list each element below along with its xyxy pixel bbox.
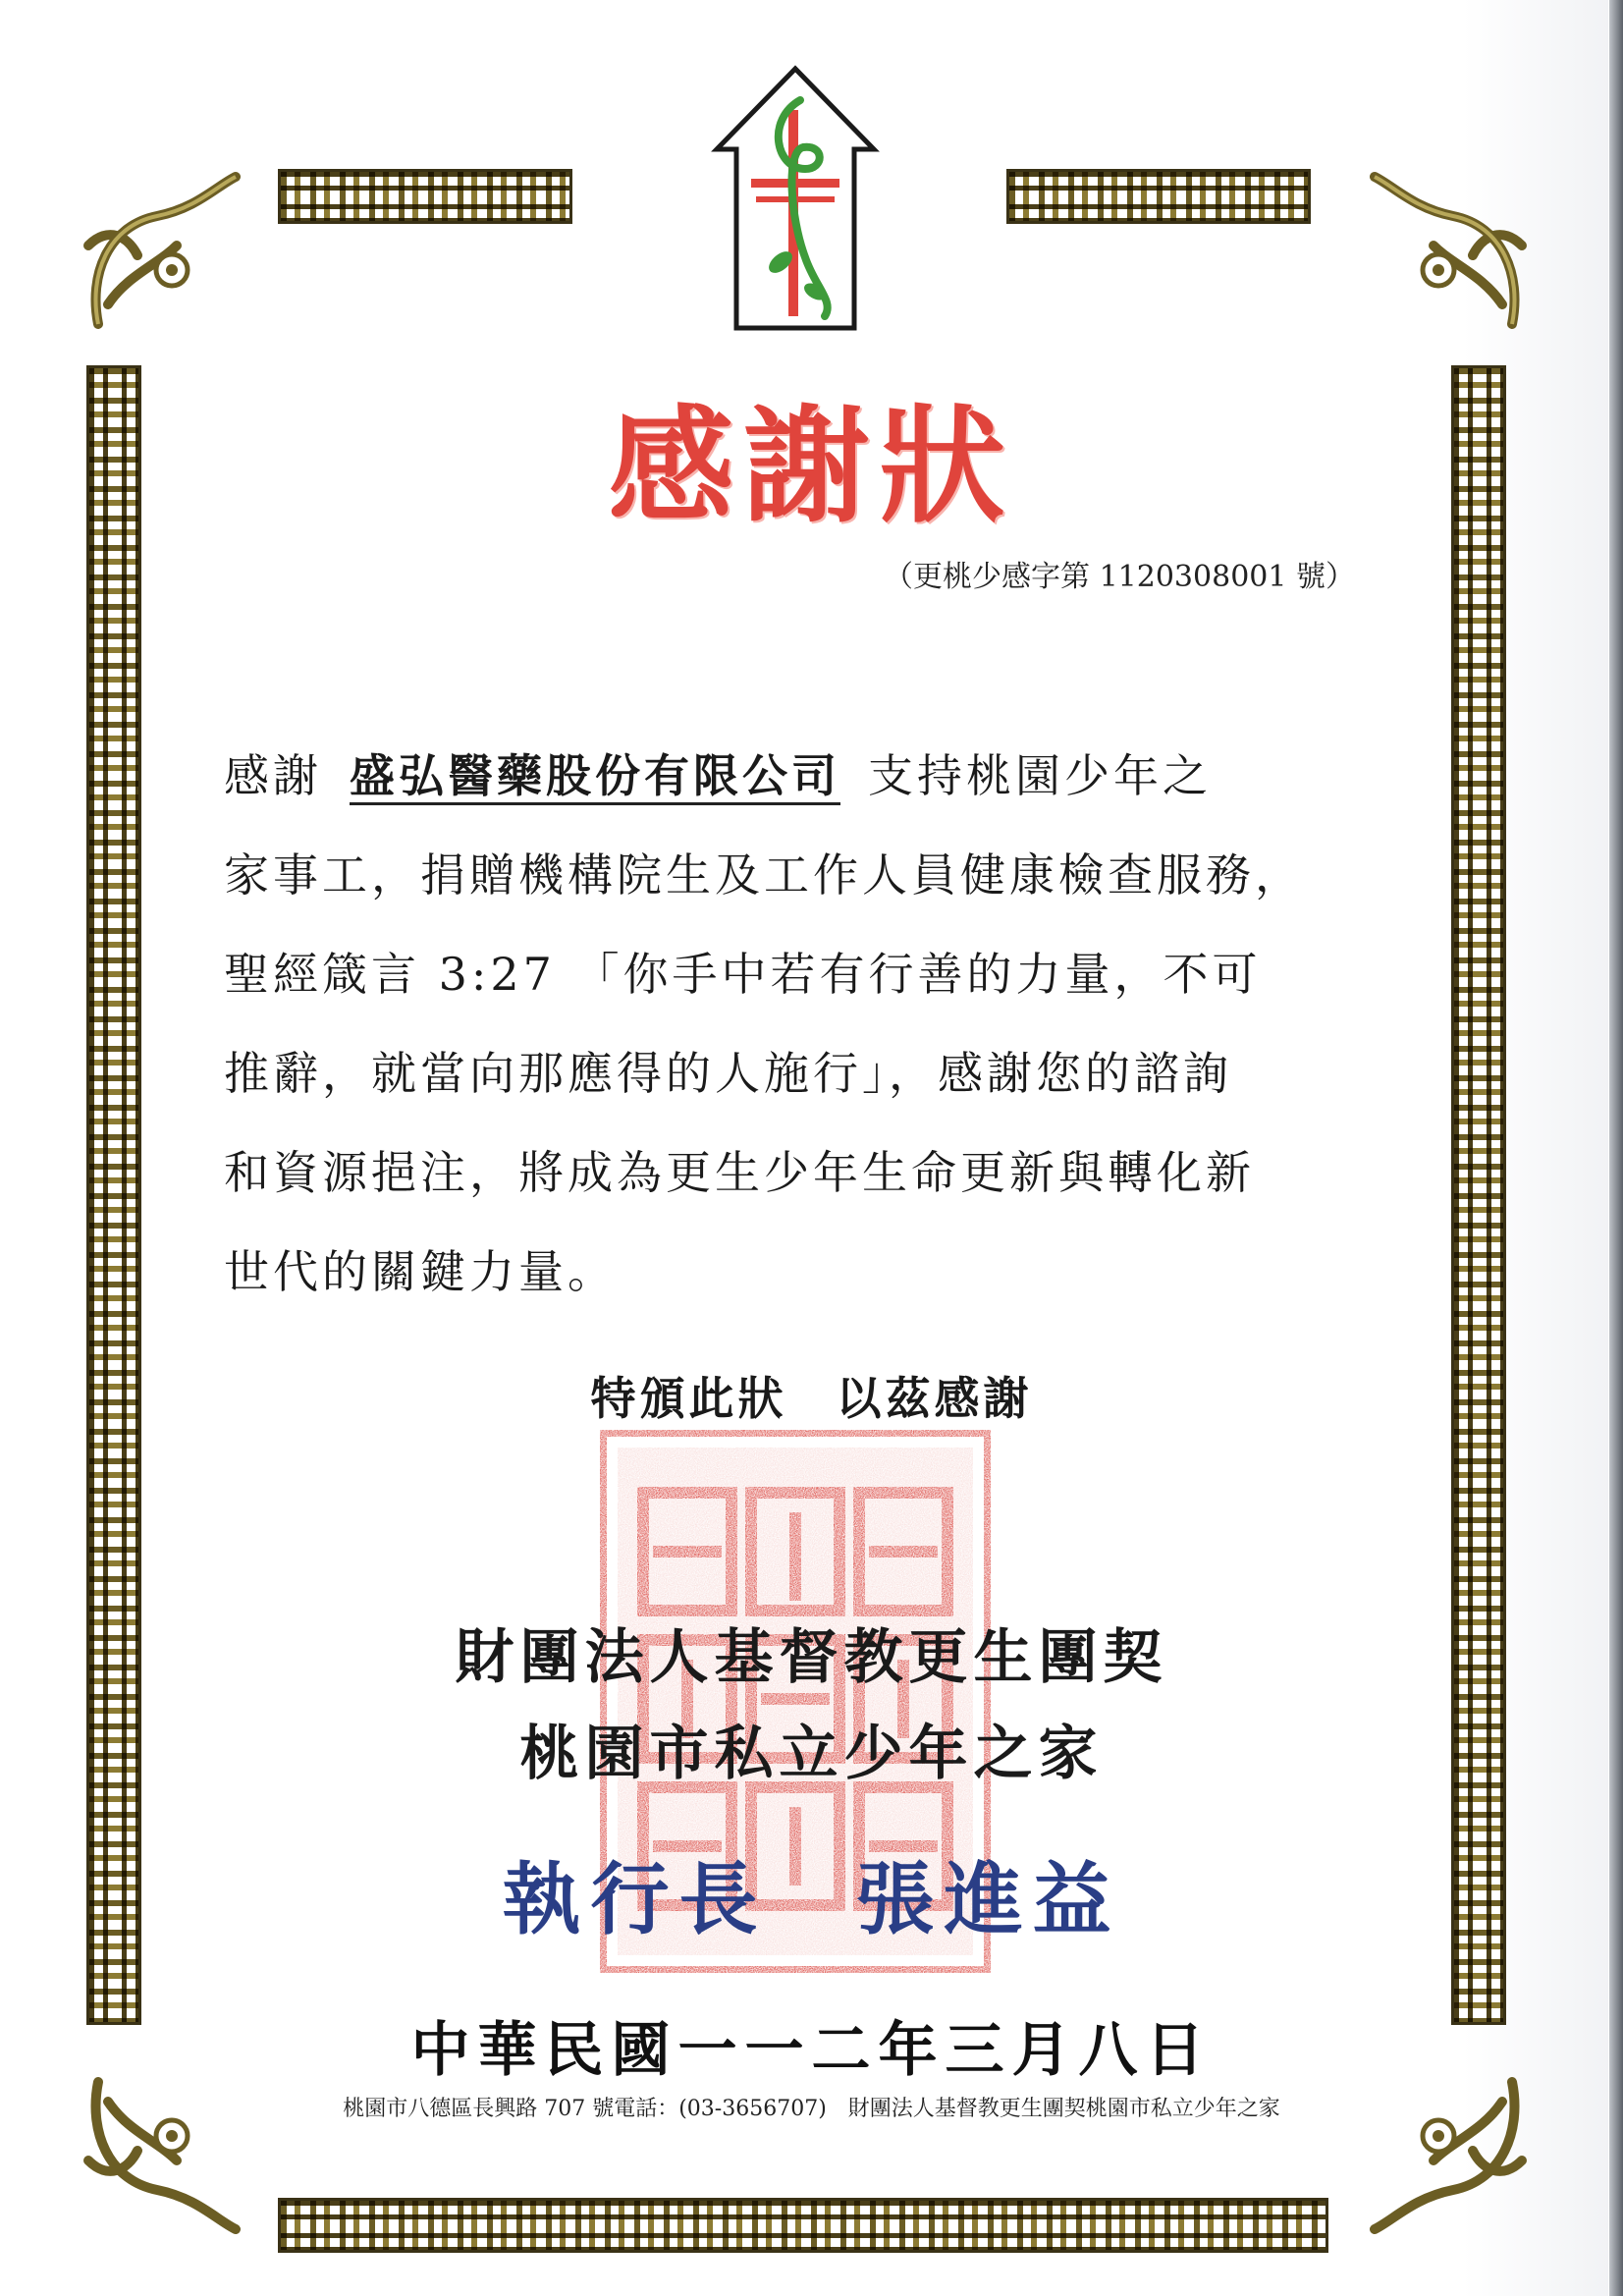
body-prefix: 感謝 <box>224 749 322 802</box>
body-line-1 <box>224 727 1432 826</box>
body-line-3: 聖經箴言 3:27 「你手中若有行善的力量，不可 <box>224 948 1262 1001</box>
body-line-4: 推辭，就當向那應得的人施行」，感謝您的諮詢 <box>224 1047 1232 1100</box>
reference-number: （更桃少感字第 1120308001 號） <box>884 560 1355 594</box>
border-bottom <box>278 2198 1328 2253</box>
closing-phrase: 特頒此狀 以茲感謝 <box>590 1372 1033 1425</box>
donor-name: 盛弘醫藥股份有限公司 <box>350 750 840 805</box>
issue-date: 中華民國一一二年三月八日 <box>410 2016 1213 2085</box>
corner-top-left-ornament-icon <box>69 157 265 354</box>
page-edge <box>1609 0 1623 2296</box>
issuer-line-2: 桃園市私立少年之家 <box>519 1720 1104 1788</box>
border-top-left <box>278 169 572 224</box>
body-line-2: 家事工，捐贈機構院生及工作人員健康檢查服務， <box>224 848 1304 902</box>
issuer-line-1: 財團法人基督教更生團契 <box>455 1623 1168 1692</box>
border-top-right <box>1006 169 1311 224</box>
body-line-1-rest: 支持桃園少年之 <box>868 749 1212 802</box>
signatory: 執行長 張進益 <box>502 1853 1121 1945</box>
house-cross-treble-clef-logo-icon <box>707 61 884 336</box>
body-line-5: 和資源挹注，將成為更生少年生命更新與轉化新 <box>224 1146 1255 1199</box>
certificate-body <box>224 727 1432 1322</box>
body-line-6: 世代的關鍵力量。 <box>224 1245 617 1298</box>
footer-address: 桃園市八德區長興路 707 號電話：(03-3656707) 財團法人基督教更生團契桃園市私立少年之家 <box>343 2097 1280 2121</box>
corner-top-right-ornament-icon <box>1345 157 1542 354</box>
certificate-title: 感謝狀 <box>608 393 1015 540</box>
